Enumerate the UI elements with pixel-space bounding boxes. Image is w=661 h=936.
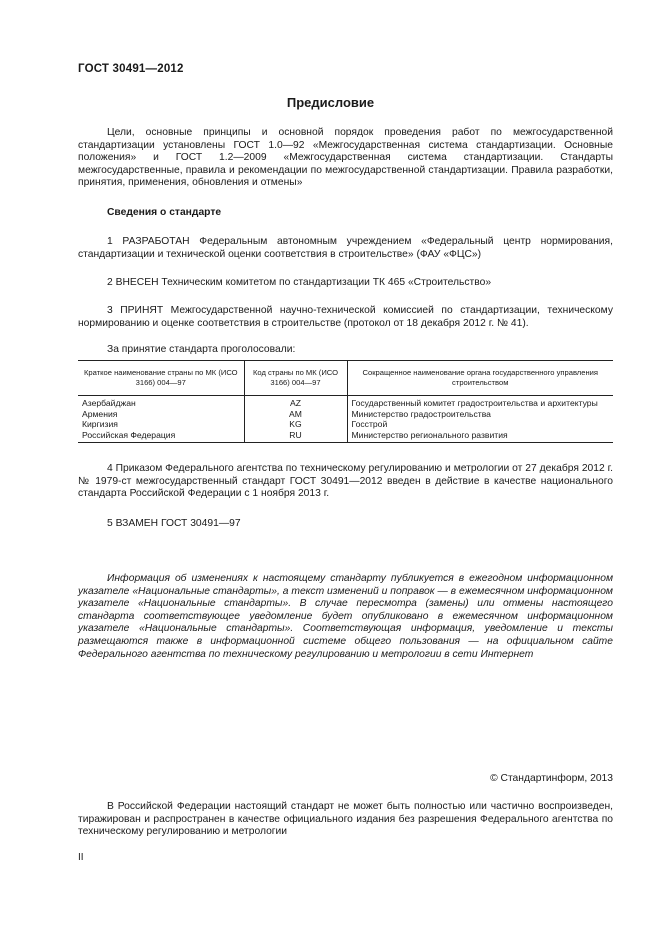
- table-row: [78, 430, 613, 443]
- country-code: AZ: [244, 396, 347, 409]
- section-title: Сведения о стандарте: [107, 207, 222, 218]
- table-row: [78, 409, 613, 420]
- intro-paragraph: Цели, основные принципы и основной порядок проведения работ по межгосударственной стандартизации установлены ГОСТ 1.0—92 «Межгосударственная система стандартизации. Основные положения» и ГОСТ 1.2—2009 «Межгосударственная система стандартизации. Стандарты межгосударственные, правила и рекомендации по межгосударственной стандартизации. Правила разработки, принятия, применения, обновления и отмены»: [78, 127, 613, 189]
- table-row: [78, 419, 613, 430]
- vote-label: За принятие стандарта проголосовали:: [107, 344, 296, 355]
- voting-countries-table: [78, 360, 613, 443]
- standard-code-header: ГОСТ 30491—2012: [78, 63, 184, 75]
- authority-name: Министерство регионального развития: [347, 430, 613, 443]
- item-order: 4 Приказом Федерального агентства по техническому регулированию и метрологии от 27 декабря 2012 г. № 1979-ст межгосударственный стандарт ГОСТ 30491—2012 введен в действие в качестве национального стандарта Российской Федерации с 1 ноября 2013 г.: [78, 463, 613, 500]
- country-code: KG: [244, 419, 347, 430]
- item-introduced: 2 ВНЕСЕН Техническим комитетом по стандартизации ТК 465 «Строительство»: [107, 277, 492, 288]
- authority-name: Государственный комитет градостроительства и архитектуры: [347, 396, 613, 409]
- country-name: Армения: [82, 408, 118, 419]
- item-developed: 1 РАЗРАБОТАН Федеральным автономным учреждением «Федеральный центр нормирования, стандартизации и технической оценки соответствия в строительстве» (ФАУ «ФЦС»): [78, 236, 613, 260]
- country-code: RU: [244, 430, 347, 443]
- page-title: Предисловие: [286, 95, 375, 110]
- header-country-name: Краткое наименование страны по МК (ИСО 3166) 004—97: [78, 361, 244, 396]
- authority-name: Госстрой: [347, 419, 613, 430]
- copyright-notice: © Стандартинформ, 2013: [490, 773, 613, 784]
- country-name: Азербайджан: [82, 398, 136, 408]
- table-row: [78, 396, 613, 409]
- header-authority-name: Сокращенное наименование органа государственного управления строительством: [347, 361, 613, 396]
- authority-name: Министерство градостроительства: [347, 409, 613, 420]
- info-notice: Информация об изменениях к настоящему стандарту публикуется в ежегодном информационном указателе «Национальные стандарты», а текст изменений и поправок — в ежемесячном информационном указателе «Национальные стандарты». В случае пересмотра (замены) или отмены настоящего стандарта соответствующее уведомление будет опубликовано в ежемесячном информационном указателе «Национальные стандарты». Соответствующая информация, уведомление и тексты размещаются также в информационной системе общего пользования — на официальном сайте Федерального агентства по техническому регулированию и метрологии в сети Интернет: [78, 573, 613, 660]
- country-code: AM: [244, 409, 347, 420]
- rights-notice: В Российской Федерации настоящий стандарт не может быть полностью или частично воспроизведен, тиражирован и распространен в качестве официального издания без разрешения Федерального агентства по техническому регулированию и метрологии: [78, 801, 613, 838]
- country-name: Киргизия: [82, 419, 118, 429]
- item-replaces: 5 ВЗАМЕН ГОСТ 30491—97: [107, 518, 241, 529]
- header-country-code: Код страны по МК (ИСО 3166) 004—97: [244, 361, 347, 396]
- page-number: II: [78, 852, 84, 863]
- country-name: Российская Федерация: [78, 430, 244, 443]
- table-header-row: [78, 361, 613, 396]
- item-adopted: 3 ПРИНЯТ Межгосударственной научно-технической комиссией по стандартизации, техническому нормированию и оценке соответствия в строительстве (протокол от 18 декабря 2012 г. № 41).: [78, 305, 613, 329]
